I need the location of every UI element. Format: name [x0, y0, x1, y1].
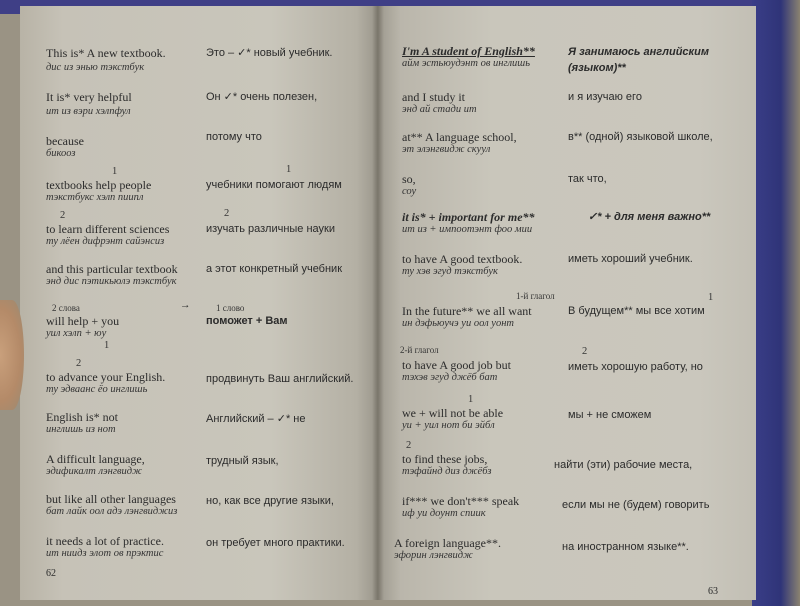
right-row-5-russian: ✓* + для меня важно**: [588, 211, 711, 223]
book-cover-edge: [752, 0, 800, 606]
right-row-3-russian: в** (одной) языковой школе,: [568, 131, 713, 143]
left-row-5-english: to learn different sciences: [46, 222, 170, 236]
left-row-7-russian: поможет + Вам: [206, 315, 288, 327]
left-row-7-note-en: 2 слова: [52, 303, 80, 313]
right-row-2-english: and I study it: [402, 90, 465, 104]
left-page: [20, 6, 378, 600]
left-row-1-transcription: дис из энью тэкстбук: [46, 62, 145, 73]
left-row-7-english: will help + you: [46, 314, 120, 328]
left-row-2-transcription: ит из вэри хэлпфул: [46, 106, 131, 117]
right-row-9-russian: мы + не сможем: [568, 409, 652, 421]
thumb: [0, 300, 24, 410]
left-row-9-english: English is* not: [46, 410, 119, 424]
left-row-11-transcription: бат лайк оол адэ лэнгвиджиз: [46, 506, 178, 517]
left-row-10-english: A difficult language,: [46, 452, 145, 466]
right-row-1-russian: Я занимаюсь английским (языком)**: [568, 46, 709, 74]
right-row-5-english: it is* + important for me**: [402, 210, 535, 224]
right-row-10-superscript-en: 2: [406, 440, 412, 451]
right-row-10-transcription: тэфайнд диз джёбз: [402, 466, 492, 477]
right-row-4-russian: так что,: [568, 173, 607, 185]
right-row-7-note-en: 1-й глагол: [516, 291, 555, 301]
left-row-3-russian: потому что: [206, 131, 262, 143]
right-row-9-superscript-en: 1: [468, 394, 474, 405]
left-row-4-superscript-en: 1: [112, 166, 118, 177]
right-row-3-english: at** A language school,: [402, 130, 517, 144]
left-row-5-transcription: ту лёен дифрэнт сайэнсиз: [46, 236, 165, 247]
right-row-4-transcription: соу: [402, 186, 417, 197]
right-row-11-english: if*** we don't*** speak: [402, 494, 520, 508]
left-row-5-russian: изучать различные науки: [206, 223, 336, 235]
right-row-2-transcription: энд ай стади ит: [402, 104, 477, 115]
left-row-7-superscript: 1: [104, 340, 110, 351]
left-row-7-arrow: →: [180, 300, 191, 311]
left-row-12-russian: он требует много практики.: [206, 537, 345, 549]
right-row-8-note-en: 2-й глагол: [400, 345, 439, 355]
left-row-11-english: but like all other languages: [46, 492, 176, 506]
left-row-8-superscript-en: 2: [76, 358, 82, 369]
left-row-11-russian: но, как все другие языки,: [206, 495, 334, 507]
right-row-7-transcription: ин дэфьюучэ уи оол уонт: [402, 318, 514, 329]
right-row-12-transcription: эфорин лэнгвидж: [394, 550, 473, 561]
left-row-3-english: because: [46, 134, 84, 148]
right-row-9-english: we + will not be able: [402, 406, 504, 420]
left-row-6-russian: а этот конкретный учебник: [206, 263, 343, 275]
left-row-8-russian: продвинуть Ваш английский.: [206, 373, 354, 385]
right-row-10-russian: найти (эти) рабочие места,: [554, 459, 693, 471]
right-row-8-transcription: тэхэв эгуд джёб бат: [402, 372, 498, 383]
right-row-12-russian: на иностранном языке**.: [562, 541, 689, 553]
left-row-8-transcription: ту эдваанс ёо инглишь: [46, 384, 148, 395]
right-row-8-superscript-ru: 2: [582, 346, 588, 357]
left-row-10-russian: трудный язык,: [206, 455, 279, 467]
left-row-7-transcription: уил хэлп + юу: [46, 328, 107, 339]
left-row-6-transcription: энд дис пэтикьюлэ тэкстбук: [46, 276, 177, 287]
right-row-12-english: A foreign language**.: [394, 536, 501, 550]
left-row-9-transcription: инглишь из нот: [46, 424, 116, 435]
left-row-3-transcription: бикооз: [46, 148, 76, 159]
right-row-11-transcription: иф уи доунт спиик: [402, 508, 486, 519]
left-row-12-transcription: ит ниидз элот ов прэктис: [46, 548, 164, 559]
right-row-6-transcription: ту хэв эгуд тэкстбук: [402, 266, 498, 277]
right-row-4-english: so,: [402, 172, 416, 186]
left-row-5-superscript-en: 2: [60, 210, 66, 221]
right-row-8-russian: иметь хорошую работу, но: [568, 361, 703, 373]
left-row-5-superscript-ru: 2: [224, 208, 230, 219]
left-row-4-russian: учебники помогают людям: [206, 179, 342, 191]
right-row-1-english: I'm A student of English**: [402, 44, 535, 58]
left-row-2-russian: Он ✓* очень полезен,: [206, 91, 318, 103]
left-row-10-transcription: эдификалт лэнгвидж: [46, 466, 142, 477]
right-row-9-transcription: уи + уил нот би эйбл: [402, 420, 495, 431]
left-row-4-superscript-ru: 1: [286, 164, 292, 175]
left-row-12-english: it needs a lot of practice.: [46, 534, 164, 548]
page-number-right: 63: [708, 586, 718, 597]
right-row-6-russian: иметь хороший учебник.: [568, 253, 693, 265]
left-row-2-english: It is* very helpful: [46, 90, 132, 104]
right-row-7-english: In the future** we all want: [402, 304, 532, 318]
left-row-4-transcription: тэкстбукс хэлп пиипл: [46, 192, 144, 203]
right-row-2-russian: и я изучаю его: [568, 91, 642, 103]
left-row-1-russian: Это – ✓* новый учебник.: [206, 47, 333, 59]
page-number-left: 62: [46, 568, 56, 579]
right-row-1-transcription: айм эстьюудэнт ов инглишь: [402, 58, 530, 69]
book-spine-gutter: [372, 6, 384, 600]
left-row-1-english: This is* A new textbook.: [46, 46, 166, 60]
left-row-8-english: to advance your English.: [46, 370, 166, 384]
right-row-7-russian: В будущем** мы все хотим: [568, 305, 705, 317]
left-row-6-english: and this particular textbook: [46, 262, 178, 276]
right-page: [378, 6, 756, 600]
right-row-11-russian: если мы не (будем) говорить: [562, 499, 710, 511]
right-row-6-english: to have A good textbook.: [402, 252, 523, 266]
left-row-7-note-ru: 1 слово: [216, 303, 245, 313]
right-row-3-transcription: эт элэнгвидж скуул: [402, 144, 491, 155]
right-row-7-superscript-ru: 1: [708, 292, 714, 303]
left-row-4-english: textbooks help people: [46, 178, 152, 192]
left-row-9-russian: Английский – ✓* не: [206, 413, 306, 425]
right-row-8-english: to have A good job but: [402, 358, 511, 372]
right-row-5-transcription: ит из + импоотэнт фоо мии: [402, 224, 533, 235]
right-row-10-english: to find these jobs,: [402, 452, 488, 466]
